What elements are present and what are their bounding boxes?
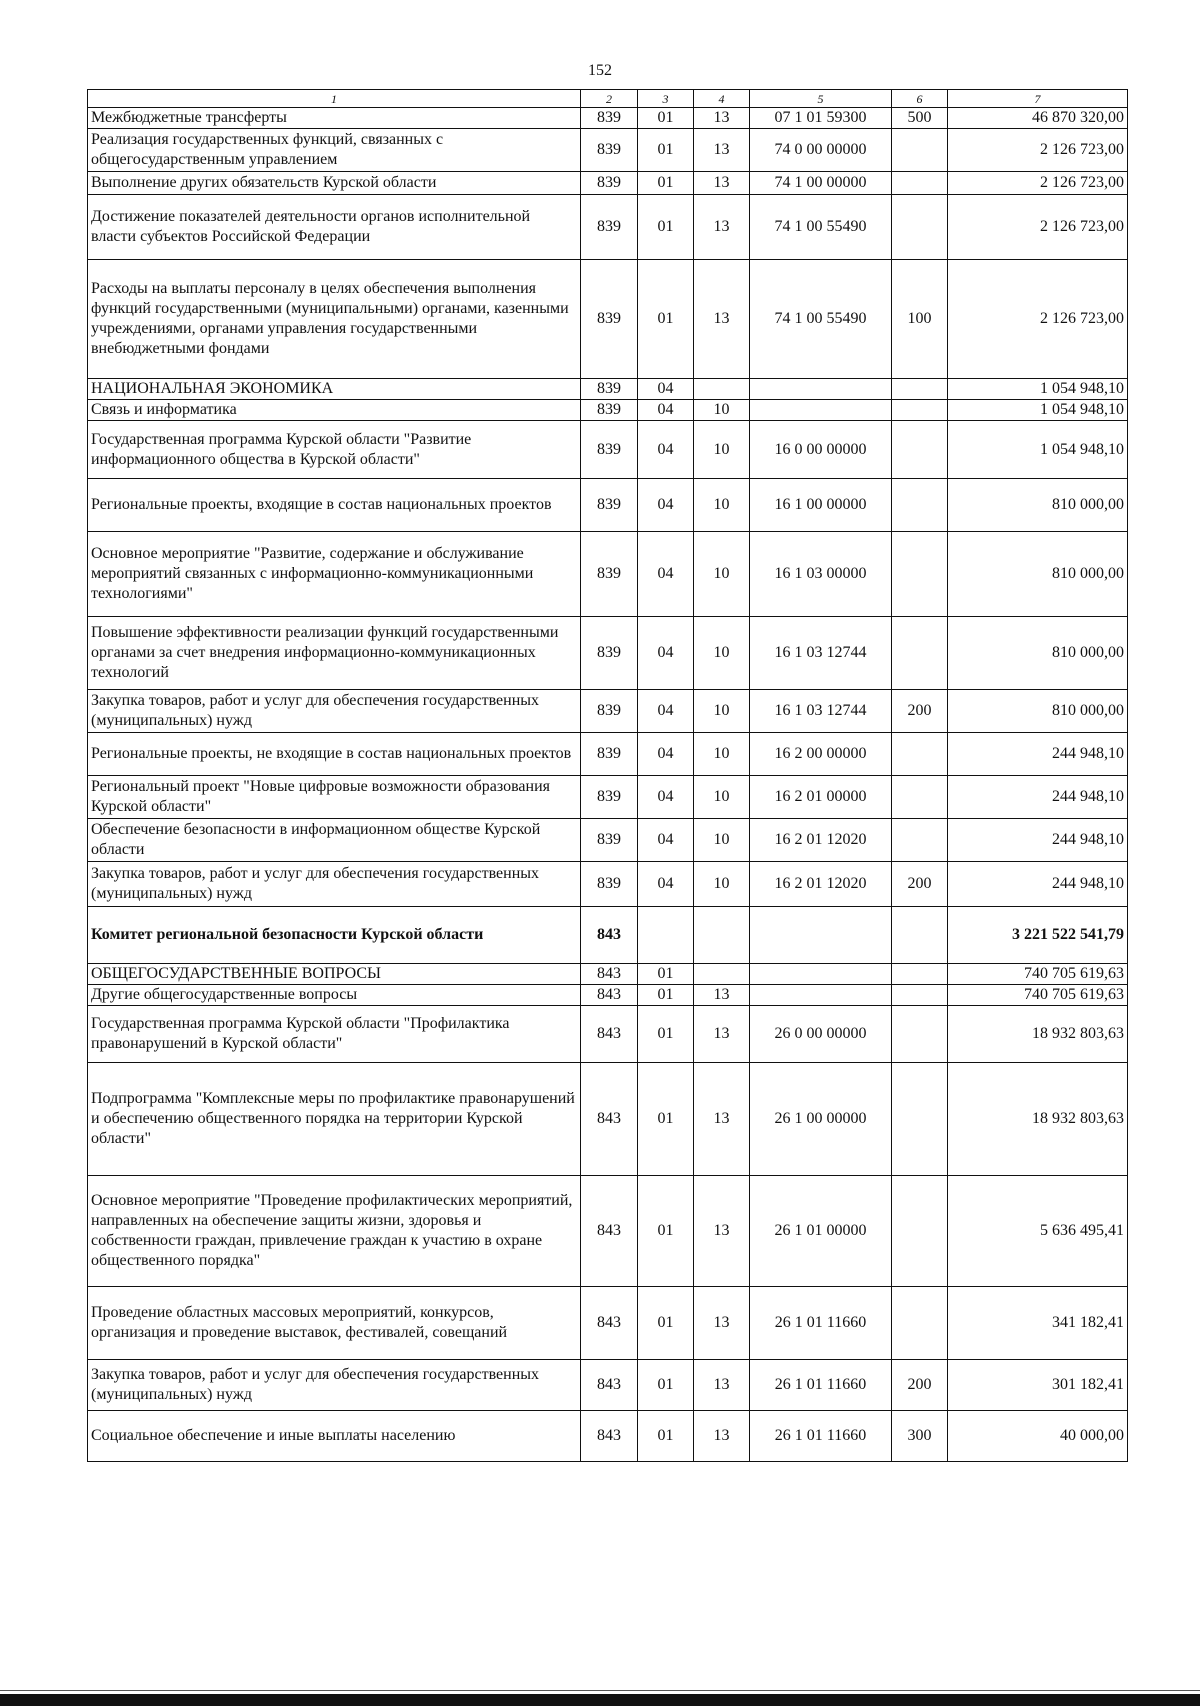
row-amount: 244 948,10 [948, 819, 1128, 862]
column-number: 4 [694, 90, 750, 108]
row-code: 07 1 01 59300 [750, 108, 892, 129]
row-code: 13 [694, 1287, 750, 1360]
row-code: 839 [581, 195, 638, 260]
row-code: 839 [581, 379, 638, 400]
row-code: 01 [638, 1287, 694, 1360]
row-code [750, 985, 892, 1006]
row-name: Проведение областных массовых мероприятий, конкурсов, организация и проведение выставок, фестивалей, совещаний [88, 1287, 581, 1360]
row-code: 04 [638, 617, 694, 690]
row-name: Реализация государственных функций, связанных с общегосударственным управлением [88, 129, 581, 172]
row-code: 16 2 01 12020 [750, 819, 892, 862]
table-row [88, 1176, 1128, 1287]
row-code [694, 379, 750, 400]
table-row [88, 617, 1128, 690]
row-code: 10 [694, 819, 750, 862]
budget-table [87, 89, 1128, 1462]
table-row [88, 1411, 1128, 1462]
row-code [892, 1063, 948, 1176]
row-code: 13 [694, 1411, 750, 1462]
row-code: 839 [581, 532, 638, 617]
row-code: 10 [694, 532, 750, 617]
row-amount: 46 870 320,00 [948, 108, 1128, 129]
row-amount: 810 000,00 [948, 532, 1128, 617]
row-amount: 810 000,00 [948, 479, 1128, 532]
row-code: 839 [581, 172, 638, 195]
row-code: 01 [638, 108, 694, 129]
row-amount: 2 126 723,00 [948, 195, 1128, 260]
row-code [892, 532, 948, 617]
row-name: Основное мероприятие "Развитие, содержание и обслуживание мероприятий связанных с информационно-коммуникационными технологиями" [88, 532, 581, 617]
row-code [892, 379, 948, 400]
row-code: 13 [694, 172, 750, 195]
row-code: 01 [638, 129, 694, 172]
table-row [88, 479, 1128, 532]
row-amount: 740 705 619,63 [948, 964, 1128, 985]
row-name: Расходы на выплаты персоналу в целях обеспечения выполнения функций государственными (муниципальными) органами, казенными учреждениями, органами управления государственными внебюджетными фондами [88, 260, 581, 379]
row-code: 839 [581, 421, 638, 479]
row-code [892, 776, 948, 819]
row-code: 04 [638, 862, 694, 907]
row-code [892, 479, 948, 532]
row-code [892, 400, 948, 421]
row-amount: 1 054 948,10 [948, 421, 1128, 479]
row-code: 26 1 01 11660 [750, 1411, 892, 1462]
row-code: 200 [892, 690, 948, 733]
table-row [88, 195, 1128, 260]
row-code: 74 1 00 55490 [750, 260, 892, 379]
row-name: Достижение показателей деятельности органов исполнительной власти субъектов Российской Федерации [88, 195, 581, 260]
row-code [892, 964, 948, 985]
row-code [892, 617, 948, 690]
row-code: 10 [694, 733, 750, 776]
row-code: 16 0 00 00000 [750, 421, 892, 479]
row-code: 16 2 01 12020 [750, 862, 892, 907]
row-code: 26 0 00 00000 [750, 1006, 892, 1063]
row-name: Региональные проекты, входящие в состав национальных проектов [88, 479, 581, 532]
row-code: 13 [694, 260, 750, 379]
table-row [88, 260, 1128, 379]
row-code: 01 [638, 195, 694, 260]
row-code: 843 [581, 1287, 638, 1360]
page-number: 152 [588, 62, 612, 79]
row-code: 04 [638, 690, 694, 733]
row-code [694, 907, 750, 964]
row-code: 04 [638, 400, 694, 421]
row-code: 04 [638, 532, 694, 617]
row-name: Государственная программа Курской области "Профилактика правонарушений в Курской области" [88, 1006, 581, 1063]
row-code: 13 [694, 985, 750, 1006]
row-name: ОБЩЕГОСУДАРСТВЕННЫЕ ВОПРОСЫ [88, 964, 581, 985]
column-number: 3 [638, 90, 694, 108]
table-row [88, 400, 1128, 421]
table-row [88, 108, 1128, 129]
row-code: 13 [694, 1360, 750, 1411]
row-code: 10 [694, 690, 750, 733]
row-code: 100 [892, 260, 948, 379]
row-code: 13 [694, 1063, 750, 1176]
row-code: 839 [581, 776, 638, 819]
row-code: 16 1 03 12744 [750, 617, 892, 690]
row-code: 04 [638, 479, 694, 532]
row-code: 843 [581, 1006, 638, 1063]
row-name: Другие общегосударственные вопросы [88, 985, 581, 1006]
row-amount: 5 636 495,41 [948, 1176, 1128, 1287]
table-row [88, 1360, 1128, 1411]
row-code [892, 1287, 948, 1360]
row-code: 839 [581, 862, 638, 907]
row-code: 843 [581, 1176, 638, 1287]
row-code: 839 [581, 129, 638, 172]
row-code [694, 964, 750, 985]
row-code: 13 [694, 108, 750, 129]
row-name: Социальное обеспечение и иные выплаты населению [88, 1411, 581, 1462]
column-number: 2 [581, 90, 638, 108]
row-code: 843 [581, 985, 638, 1006]
row-name: Подпрограмма "Комплексные меры по профилактике правонарушений и обеспечению общественного порядка на территории Курской области" [88, 1063, 581, 1176]
row-code: 04 [638, 819, 694, 862]
row-name: Закупка товаров, работ и услуг для обеспечения государственных (муниципальных) нужд [88, 690, 581, 733]
table-row [88, 1006, 1128, 1063]
table-row [88, 907, 1128, 964]
row-code: 13 [694, 1176, 750, 1287]
row-code: 839 [581, 690, 638, 733]
row-code: 839 [581, 733, 638, 776]
row-name: Межбюджетные трансферты [88, 108, 581, 129]
column-number: 7 [948, 90, 1128, 108]
row-code [892, 421, 948, 479]
row-code [638, 907, 694, 964]
row-code [892, 1006, 948, 1063]
row-code: 04 [638, 421, 694, 479]
row-code: 16 1 00 00000 [750, 479, 892, 532]
row-code [892, 129, 948, 172]
row-code: 01 [638, 1360, 694, 1411]
table-row [88, 421, 1128, 479]
row-amount: 18 932 803,63 [948, 1006, 1128, 1063]
row-code [892, 907, 948, 964]
row-amount: 18 932 803,63 [948, 1063, 1128, 1176]
row-code: 843 [581, 964, 638, 985]
row-name: Повышение эффективности реализации функций государственными органами за счет внедрения информационно-коммуникационных технологий [88, 617, 581, 690]
row-code: 74 0 00 00000 [750, 129, 892, 172]
row-code: 26 1 01 00000 [750, 1176, 892, 1287]
scan-edge-line [0, 1690, 1200, 1691]
row-code: 200 [892, 1360, 948, 1411]
row-code [892, 819, 948, 862]
row-amount: 244 948,10 [948, 733, 1128, 776]
row-name: Региональные проекты, не входящие в состав национальных проектов [88, 733, 581, 776]
row-code: 10 [694, 862, 750, 907]
row-code: 839 [581, 479, 638, 532]
table-row [88, 964, 1128, 985]
table-row [88, 776, 1128, 819]
row-amount: 810 000,00 [948, 690, 1128, 733]
table-row [88, 733, 1128, 776]
row-name: Комитет региональной безопасности Курской области [88, 907, 581, 964]
row-name: Региональный проект "Новые цифровые возможности образования Курской области" [88, 776, 581, 819]
row-amount: 341 182,41 [948, 1287, 1128, 1360]
row-name: Выполнение других обязательств Курской области [88, 172, 581, 195]
row-code: 26 1 00 00000 [750, 1063, 892, 1176]
row-amount: 2 126 723,00 [948, 260, 1128, 379]
row-code [750, 907, 892, 964]
row-code: 16 1 03 12744 [750, 690, 892, 733]
row-code: 26 1 01 11660 [750, 1287, 892, 1360]
row-name: Закупка товаров, работ и услуг для обеспечения государственных (муниципальных) нужд [88, 1360, 581, 1411]
row-code [750, 964, 892, 985]
row-code: 26 1 01 11660 [750, 1360, 892, 1411]
row-code: 13 [694, 129, 750, 172]
row-code: 16 2 01 00000 [750, 776, 892, 819]
column-number: 5 [750, 90, 892, 108]
row-code [750, 400, 892, 421]
row-amount: 244 948,10 [948, 862, 1128, 907]
row-code [892, 985, 948, 1006]
row-code: 200 [892, 862, 948, 907]
scan-edge-bar [0, 1694, 1200, 1706]
row-name: Закупка товаров, работ и услуг для обеспечения государственных (муниципальных) нужд [88, 862, 581, 907]
row-code: 74 1 00 00000 [750, 172, 892, 195]
row-code [892, 1176, 948, 1287]
column-number: 1 [88, 90, 581, 108]
row-code: 01 [638, 172, 694, 195]
column-number-row [88, 90, 1128, 108]
row-code: 839 [581, 108, 638, 129]
row-amount: 301 182,41 [948, 1360, 1128, 1411]
row-code: 01 [638, 1006, 694, 1063]
row-name: Основное мероприятие "Проведение профилактических мероприятий, направленных на обеспечение защиты жизни, здоровья и собственности граждан, привлечение граждан к участию в охране общественного порядка" [88, 1176, 581, 1287]
row-amount: 740 705 619,63 [948, 985, 1128, 1006]
row-code [892, 733, 948, 776]
table-row [88, 985, 1128, 1006]
row-code: 01 [638, 985, 694, 1006]
table-row [88, 172, 1128, 195]
row-code [892, 172, 948, 195]
row-code: 10 [694, 776, 750, 819]
row-code: 01 [638, 260, 694, 379]
row-code: 13 [694, 1006, 750, 1063]
row-amount: 3 221 522 541,79 [948, 907, 1128, 964]
row-code: 839 [581, 617, 638, 690]
row-amount: 2 126 723,00 [948, 129, 1128, 172]
row-code: 300 [892, 1411, 948, 1462]
row-code: 04 [638, 733, 694, 776]
row-code: 839 [581, 260, 638, 379]
row-amount: 1 054 948,10 [948, 400, 1128, 421]
row-code: 16 1 03 00000 [750, 532, 892, 617]
row-code: 16 2 00 00000 [750, 733, 892, 776]
row-code: 10 [694, 421, 750, 479]
row-code: 843 [581, 907, 638, 964]
table-row [88, 379, 1128, 400]
row-name: Связь и информатика [88, 400, 581, 421]
row-code: 843 [581, 1411, 638, 1462]
row-code: 500 [892, 108, 948, 129]
row-code: 839 [581, 400, 638, 421]
row-amount: 1 054 948,10 [948, 379, 1128, 400]
row-code: 839 [581, 819, 638, 862]
table-row [88, 532, 1128, 617]
row-code: 04 [638, 776, 694, 819]
row-code: 01 [638, 1063, 694, 1176]
row-name: НАЦИОНАЛЬНАЯ ЭКОНОМИКА [88, 379, 581, 400]
row-name: Обеспечение безопасности в информационном обществе Курской области [88, 819, 581, 862]
row-code [750, 379, 892, 400]
row-code: 04 [638, 379, 694, 400]
table-row [88, 819, 1128, 862]
row-amount: 40 000,00 [948, 1411, 1128, 1462]
table-row [88, 1063, 1128, 1176]
row-amount: 2 126 723,00 [948, 172, 1128, 195]
row-code: 843 [581, 1063, 638, 1176]
row-code: 13 [694, 195, 750, 260]
table-row [88, 129, 1128, 172]
row-code: 74 1 00 55490 [750, 195, 892, 260]
row-code: 10 [694, 479, 750, 532]
row-amount: 810 000,00 [948, 617, 1128, 690]
table-row [88, 1287, 1128, 1360]
row-code: 01 [638, 964, 694, 985]
row-code: 843 [581, 1360, 638, 1411]
row-code: 10 [694, 400, 750, 421]
table-row [88, 690, 1128, 733]
row-code [892, 195, 948, 260]
row-code: 10 [694, 617, 750, 690]
row-amount: 244 948,10 [948, 776, 1128, 819]
table-row [88, 862, 1128, 907]
row-code: 01 [638, 1411, 694, 1462]
row-name: Государственная программа Курской области "Развитие информационного общества в Курской области" [88, 421, 581, 479]
row-code: 01 [638, 1176, 694, 1287]
column-number: 6 [892, 90, 948, 108]
